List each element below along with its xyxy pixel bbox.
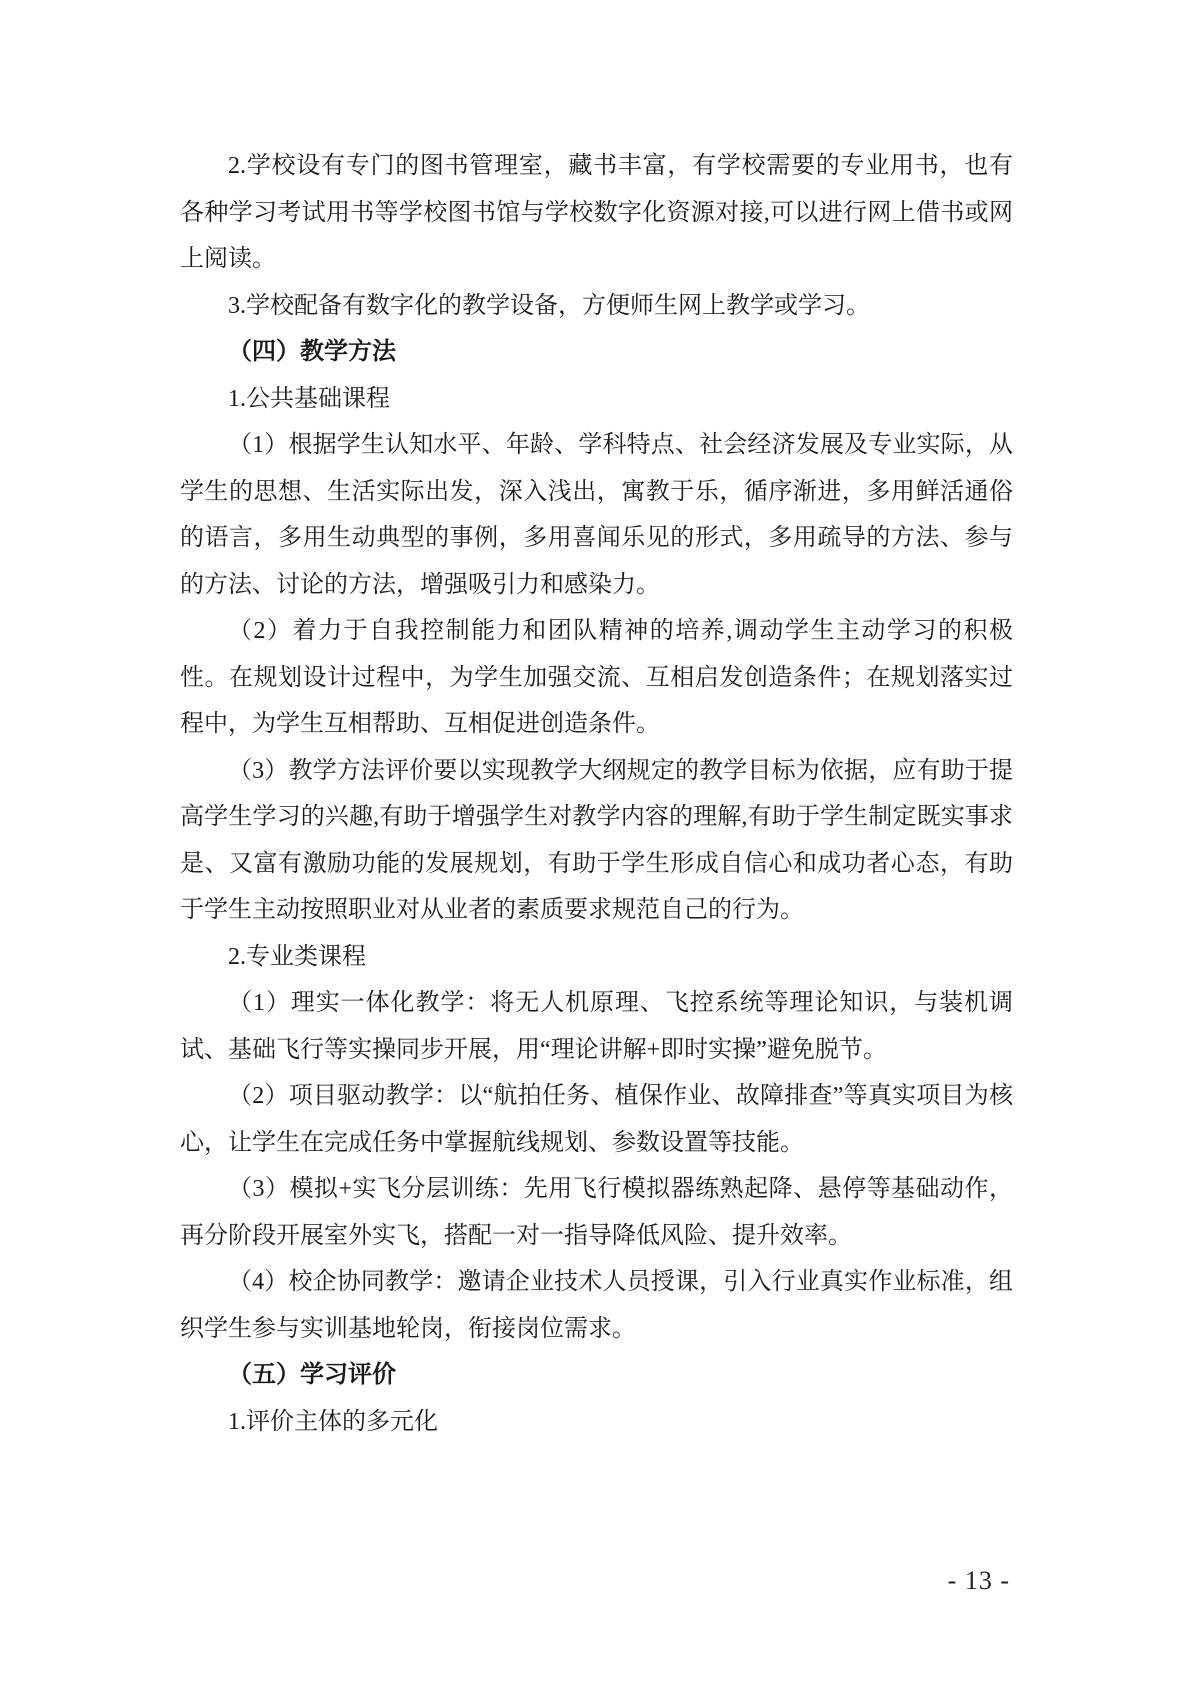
paragraph: （2）着力于自我控制能力和团队精神的培养,调动学生主动学习的积极性。在规划设计过程中，为学生加强交流、互相启发创造条件；在规划落实过程中，为学生互相帮助、互相促进创造条件。	[180, 618, 1013, 737]
paragraph: （4）校企协同教学：邀请企业技术人员授课，引入行业真实作业标准，组织学生参与实训基地轮岗，衔接岗位需求。	[180, 1269, 1013, 1342]
paragraph: （1）根据学生认知水平、年龄、学科特点、社会经济发展及专业实际，从学生的思想、生活实际出发，深入浅出，寓教于乐，循序渐进，多用鲜活通俗的语言，多用生动典型的事例，多用喜闻乐见的形式，多用疏导的方法、参与的方法、讨论的方法，增强吸引力和感染力。	[180, 432, 1013, 598]
section-heading-learning-evaluation: （五）学习评价	[228, 1362, 396, 1388]
paragraph: （1）理实一体化教学：将无人机原理、飞控系统等理论知识，与装机调试、基础飞行等实操同步开展，用“理论讲解+即时实操”避免脱节。	[180, 990, 1013, 1063]
paragraph: （3）教学方法评价要以实现教学大纲规定的教学目标为依据，应有助于提高学生学习的兴趣,有助于增强学生对教学内容的理解,有助于学生制定既实事求是、又富有激励功能的发展规划，有助于学生形成自信心和成功者心态，有助于学生主动按照职业对从业者的素质要求规范自己的行为。	[180, 757, 1013, 923]
paragraph: （3）模拟+实飞分层训练：先用飞行模拟器练熟起降、悬停等基础动作，再分阶段开展室外实飞，搭配一对一指导降低风险、提升效率。	[180, 1176, 1013, 1249]
paragraph: 1.评价主体的多元化	[228, 1408, 438, 1435]
page-number: - 13 -	[947, 1566, 1010, 1595]
paragraph: （2）项目驱动教学：以“航拍任务、植保作业、故障排查”等真实项目为核心，让学生在完成任务中掌握航线规划、参数设置等技能。	[180, 1083, 1013, 1156]
document-body	[180, 143, 1013, 1445]
section-heading-teaching-methods: （四）教学方法	[228, 339, 396, 365]
paragraph: 3.学校配备有数字化的教学设备，方便师生网上教学或学习。	[228, 292, 870, 319]
paragraph: 1.公共基础课程	[228, 385, 390, 412]
paragraph: 2.专业类课程	[228, 943, 366, 970]
paragraph: 2.学校设有专门的图书管理室，藏书丰富，有学校需要的专业用书，也有各种学习考试用书等学校图书馆与学校数字化资源对接,可以进行网上借书或网上阅读。	[180, 153, 1013, 272]
